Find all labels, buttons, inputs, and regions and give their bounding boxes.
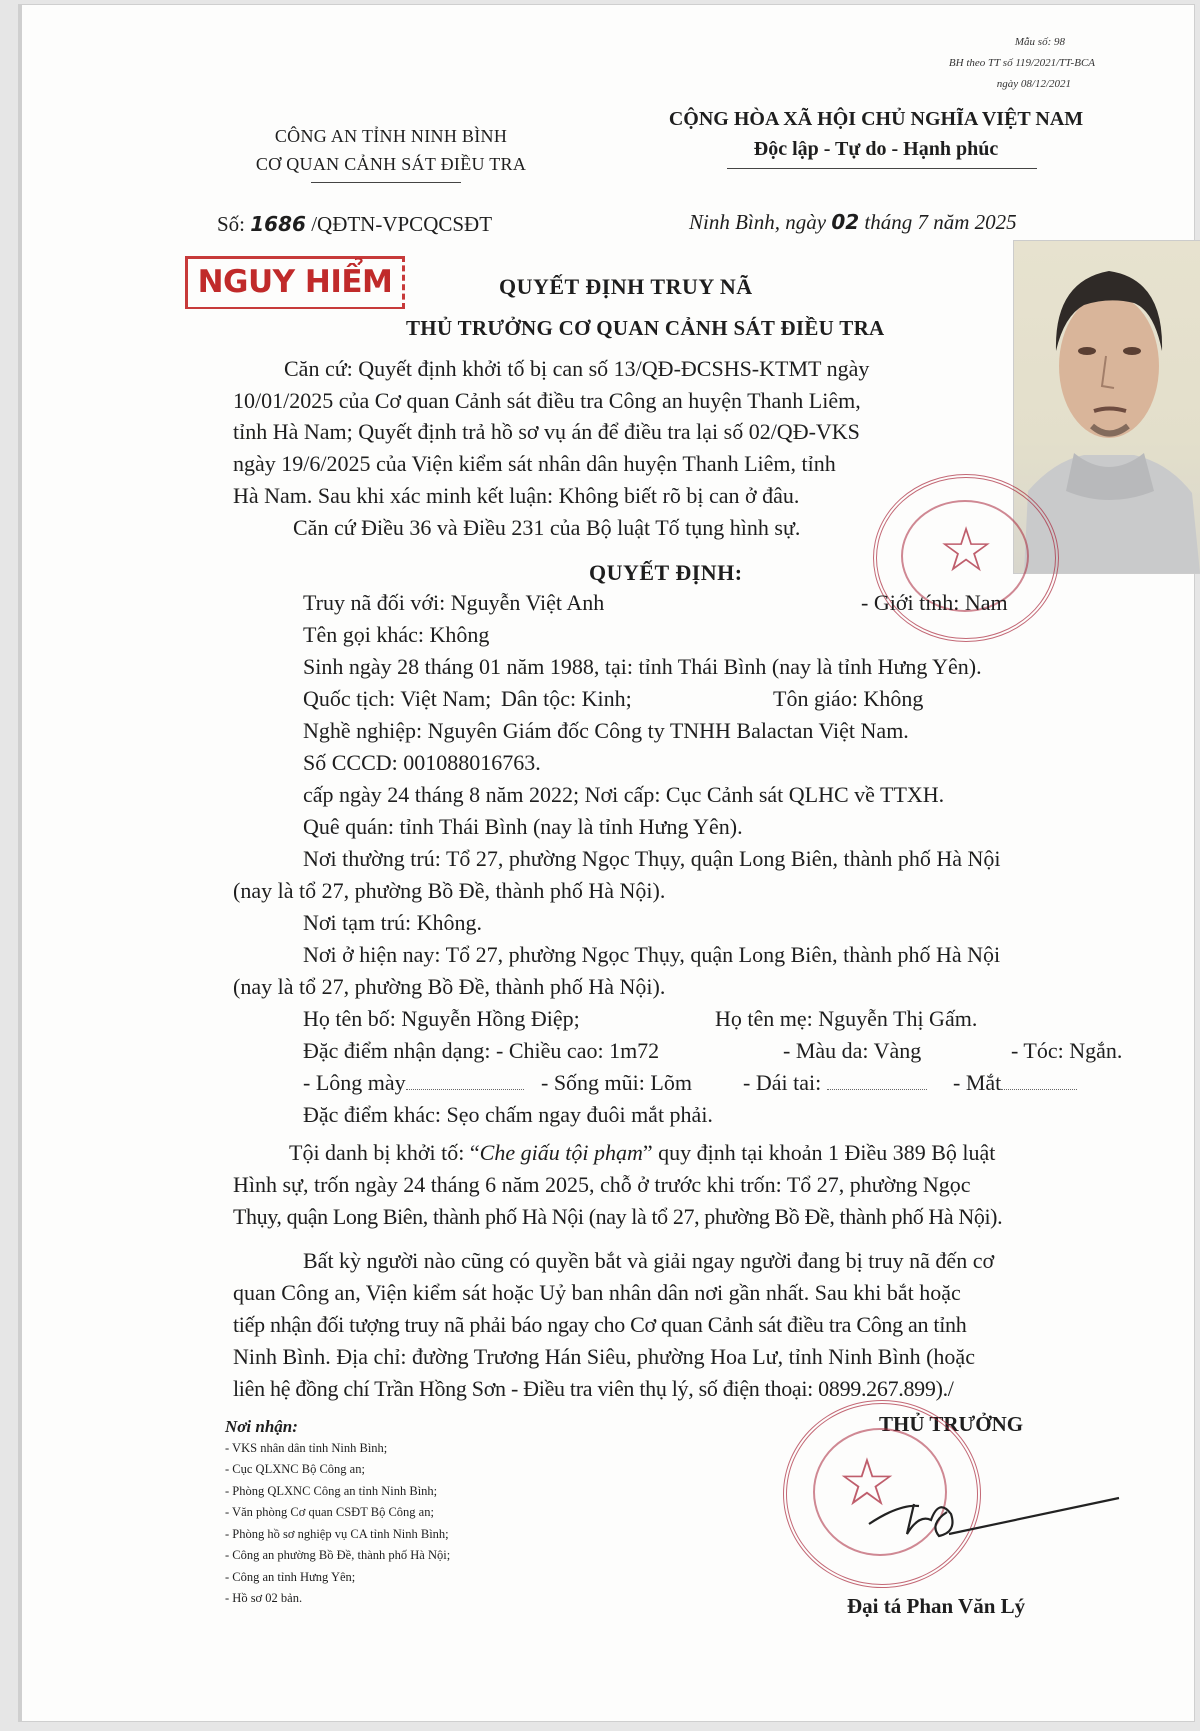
- religion: Tôn giáo: Không: [773, 686, 924, 711]
- form-number: Mẫu số: 98: [1014, 36, 1065, 48]
- charge-suffix: ” quy định tại khoản 1 Điều 389 Bộ luật: [642, 1140, 996, 1165]
- recipient-item: - Phòng hồ sơ nghiệp vụ CA tỉnh Ninh Bình;: [225, 1526, 449, 1541]
- motto: Độc lập - Tự do - Hạnh phúc: [753, 138, 999, 160]
- occupation: Nghề nghiệp: Nguyên Giám đốc Công ty TNHH Balactan Việt Nam.: [303, 718, 909, 743]
- recipient-item: - VKS nhân dân tỉnh Ninh Bình;: [225, 1440, 388, 1455]
- current-address-2: (nay là tổ 27, phường Bồ Đề, thành phố Hà Nội).: [233, 974, 666, 999]
- eye: [953, 1070, 1077, 1096]
- id-number: Số CCCD: 001088016763.: [303, 750, 541, 775]
- crime-name: Che giấu tội phạm: [479, 1140, 643, 1165]
- number-handwritten: 1686: [250, 212, 306, 236]
- birth-info: Sinh ngày 28 tháng 01 năm 1988, tại: tỉnh Thái Bình (nay là tỉnh Hưng Yên).: [303, 654, 982, 679]
- basis-line-4: ngày 19/6/2025 của Viện kiểm sát nhân dân huyện Thanh Liêm, tỉnh: [233, 451, 836, 476]
- signature-scribble: [859, 1484, 1139, 1564]
- national-motto: [596, 104, 1156, 164]
- nationality: Quốc tịch: Việt Nam;: [303, 686, 492, 711]
- father-name: Họ tên bố: Nguyễn Hồng Điệp;: [303, 1006, 580, 1031]
- charge-line-2: Hình sự, trốn ngày 24 tháng 6 năm 2025, chỗ ở trước khi trốn: Tổ 27, phường Ngọc: [233, 1172, 971, 1197]
- signer-name: Đại tá Phan Văn Lý: [847, 1594, 1026, 1618]
- notice-line-3: tiếp nhận đối tượng truy nã phải báo ngay cho Cơ quan Cảnh sát điều tra Công an tỉnh: [233, 1312, 967, 1337]
- alias: Tên gọi khác: Không: [303, 622, 490, 647]
- date-suffix: tháng 7 năm 2025: [859, 210, 1017, 234]
- recipient-item: - Công an tỉnh Hưng Yên;: [225, 1569, 356, 1584]
- agency-underline: [311, 182, 461, 183]
- date-day-handwritten: 02: [831, 210, 860, 234]
- signer-title: THỦ TRƯỞNG: [879, 1412, 1024, 1436]
- decision-heading: QUYẾT ĐỊNH:: [589, 560, 743, 585]
- form-circular-date: ngày 08/12/2021: [996, 78, 1071, 90]
- notice-line-4: Ninh Bình. Địa chỉ: đường Trương Hán Siêu, phường Hoa Lư, tỉnh Ninh Bình (hoặc: [233, 1344, 975, 1369]
- skin-color: - Màu da: Vàng: [783, 1038, 922, 1063]
- notice-line-5: liên hệ đồng chí Trần Hồng Sơn - Điều tra viên thụ lý, số điện thoại: 0899.267.899)./: [233, 1376, 954, 1401]
- recipient-item: - Văn phòng Cơ quan CSĐT Bộ Công an;: [225, 1505, 434, 1519]
- id-issued: cấp ngày 24 tháng 8 năm 2022; Nơi cấp: Cục Cảnh sát QLHC về TTXH.: [303, 782, 945, 807]
- star-icon: ☆: [837, 1447, 897, 1520]
- notice-line-2: quan Công an, Viện kiểm sát hoặc Uỷ ban nhân dân nơi gần nhất. Sau khi bắt hoặc: [233, 1280, 961, 1305]
- recipient-item: - Cục QLXNC Bộ Công an;: [225, 1462, 365, 1476]
- nose: - Sống mũi: Lõm: [541, 1070, 692, 1095]
- charge-line-3: Thụy, quận Long Biên, thành phố Hà Nội (nay là tổ 27, phường Bồ Đề, thành phố Hà Nội).: [233, 1204, 1003, 1229]
- other-features: Đặc điểm khác: Sẹo chấm ngay đuôi mắt phải.: [303, 1102, 713, 1127]
- motto-underline: [727, 168, 1037, 169]
- agency-parent: CÔNG AN TỈNH NINH BÌNH: [274, 126, 508, 146]
- recipients-heading: Nơi nhận:: [225, 1417, 298, 1436]
- basis-line-5: Hà Nam. Sau khi xác minh kết luận: Không biết rõ bị can ở đâu.: [233, 483, 800, 508]
- basis-line-6: Căn cứ Điều 36 và Điều 231 của Bộ luật Tố tụng hình sự.: [293, 515, 801, 540]
- height-feature: Đặc điểm nhận dạng: - Chiều cao: 1m72: [303, 1038, 660, 1063]
- permanent-address-1: Nơi thường trú: Tổ 27, phường Ngọc Thụy, quận Long Biên, thành phố Hà Nội: [303, 846, 1001, 871]
- eye-blank: [1001, 1089, 1077, 1090]
- wanted-person: Truy nã đối với: Nguyễn Việt Anh: [303, 590, 605, 615]
- basis-line-1: Căn cứ: Quyết định khởi tố bị can số 13/QĐ-ĐCSHS-KTMT ngày: [284, 356, 870, 381]
- danger-stamp: NGUY HIỂM: [185, 256, 405, 309]
- form-circular: BH theo TT số 119/2021/TT-BCA: [948, 57, 1095, 69]
- mother-name: Họ tên mẹ: Nguyễn Thị Gấm.: [715, 1006, 978, 1031]
- country-name: CỘNG HÒA XÃ HỘI CHỦ NGHĨA VIỆT NAM: [668, 108, 1084, 130]
- notice-line-1: Bất kỳ người nào cũng có quyền bắt và giải ngay người đang bị truy nã đến cơ: [303, 1248, 995, 1273]
- current-address-1: Nơi ở hiện nay: Tổ 27, phường Ngọc Thụy, quận Long Biên, thành phố Hà Nội: [303, 942, 1001, 967]
- ear-blank: [827, 1089, 927, 1090]
- document-title: QUYẾT ĐỊNH TRUY NÃ: [499, 274, 753, 299]
- charge-line-1: [289, 1140, 995, 1166]
- charge-prefix: Tội danh bị khởi tố: “: [289, 1140, 480, 1165]
- number-prefix: Số:: [217, 212, 251, 236]
- star-icon: ☆: [938, 517, 994, 585]
- basis-line-2: 10/01/2025 của Cơ quan Cảnh sát điều tra Công an huyện Thanh Liêm,: [233, 388, 861, 413]
- date-prefix: Ninh Bình, ngày: [689, 210, 832, 234]
- issuing-agency: [211, 122, 571, 178]
- agency-name: CƠ QUAN CẢNH SÁT ĐIỀU TRA: [255, 154, 527, 174]
- basis-line-3: tỉnh Hà Nam; Quyết định trả hồ sơ vụ án để điều tra lại số 02/QĐ-VKS: [233, 419, 860, 444]
- permanent-address-2: (nay là tổ 27, phường Bồ Đề, thành phố Hà Nội).: [233, 878, 666, 903]
- wanted-notice-document: [18, 4, 1195, 1722]
- decision-number: [217, 212, 492, 237]
- gender: - Giới tính: Nam: [861, 590, 1008, 615]
- eye-label: - Mắt: [953, 1070, 1002, 1095]
- recipient-item: - Hồ sơ 02 bản.: [225, 1591, 303, 1605]
- issue-date: [689, 210, 1017, 235]
- hair: - Tóc: Ngắn.: [1011, 1038, 1123, 1063]
- ear-label: - Dái tai:: [743, 1070, 822, 1095]
- recipients-list: [225, 1416, 450, 1610]
- recipient-item: - Công an phường Bồ Đề, thành phố Hà Nội;: [225, 1548, 451, 1562]
- hometown: Quê quán: tỉnh Thái Bình (nay là tỉnh Hưng Yên).: [303, 814, 743, 839]
- temporary-address: Nơi tạm trú: Không.: [303, 910, 483, 935]
- ear: [743, 1070, 927, 1096]
- eyebrow-blank: [406, 1089, 524, 1090]
- recipient-item: - Phòng QLXNC Công an tỉnh Ninh Bình;: [225, 1483, 438, 1498]
- document-subtitle: THỦ TRƯỞNG CƠ QUAN CẢNH SÁT ĐIỀU TRA: [406, 316, 885, 340]
- police-seal-top: [873, 474, 1059, 642]
- eyebrow-label: - Lông mày: [303, 1070, 406, 1095]
- number-suffix: /QĐTN-VPCQCSĐT: [305, 212, 493, 236]
- form-number-note: [948, 32, 1095, 95]
- eyebrow: [303, 1070, 524, 1096]
- ethnicity: Dân tộc: Kinh;: [501, 686, 632, 711]
